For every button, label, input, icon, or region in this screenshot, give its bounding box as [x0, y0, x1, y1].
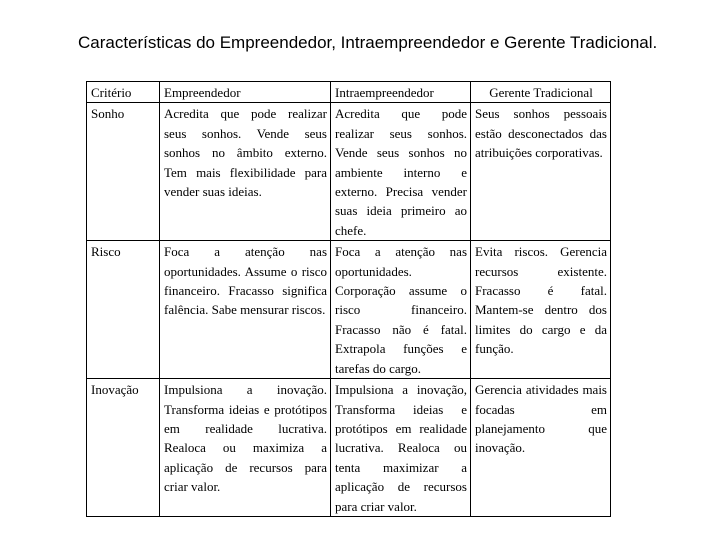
intraempreendedor-cell: Foca a atenção nas oportunidades. Corporação assume o risco financeiro. Fracasso não é fatal. Extrapola funções e tarefas do cargo.: [331, 241, 471, 379]
table-header-row: [87, 82, 611, 103]
header-empreendedor: Empreendedor: [160, 82, 331, 103]
gerente-cell: Gerencia atividades mais focadas em planejamento que inovação.: [471, 379, 611, 517]
criterion-cell: Risco: [87, 241, 160, 379]
intraempreendedor-cell: Acredita que pode realizar seus sonhos. Vende seus sonhos no ambiente interno e externo. Precisa vender suas ideia primeiro ao chefe.: [331, 103, 471, 241]
header-intraempreendedor: Intraempreendedor: [331, 82, 471, 103]
empreendedor-cell: Impulsiona a inovação. Transforma ideias e protótipos em realidade lucrativa. Realoca ou maximiza a aplicação de recursos para criar valor.: [160, 379, 331, 517]
empreendedor-cell: Acredita que pode realizar seus sonhos. Vende seus sonhos no âmbito externo. Tem mais flexibilidade para vender suas ideias.: [160, 103, 331, 241]
table-row: [87, 379, 611, 517]
criterion-cell: Sonho: [87, 103, 160, 241]
gerente-cell: Seus sonhos pessoais estão desconectados das atribuições corporativas.: [471, 103, 611, 241]
criterion-cell: Inovação: [87, 379, 160, 517]
header-gerente-tradicional: Gerente Tradicional: [471, 82, 611, 103]
comparison-table: [86, 81, 611, 517]
gerente-cell: Evita riscos. Gerencia recursos existente. Fracasso é fatal. Mantem-se dentro dos limites do cargo e da função.: [471, 241, 611, 379]
empreendedor-cell: Foca a atenção nas oportunidades. Assume o risco financeiro. Fracasso significa falência. Sabe mensurar riscos.: [160, 241, 331, 379]
header-criterio: Critério: [87, 82, 160, 103]
table-row: [87, 241, 611, 379]
intraempreendedor-cell: Impulsiona a inovação, Transforma ideias e protótipos em realidade lucrativa. Realoca ou tenta maximizar a aplicação de recursos para criar valor.: [331, 379, 471, 517]
document-title: Características do Empreendedor, Intraempreendedor e Gerente Tradicional.: [78, 33, 658, 52]
table-row: [87, 103, 611, 241]
